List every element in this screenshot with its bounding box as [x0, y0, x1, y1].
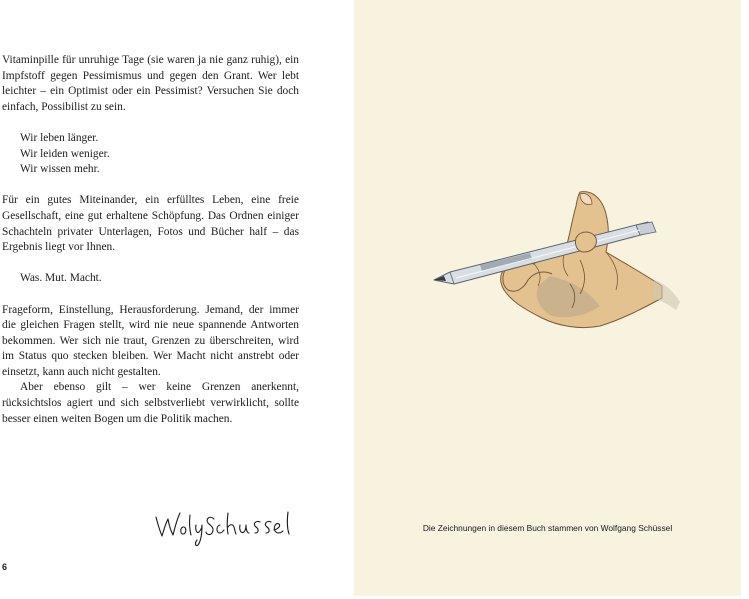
hand-pencil-drawing: [430, 180, 690, 350]
verse-line: Wir leben länger.: [20, 131, 99, 144]
caption: Die Zeichnungen in diesem Buch stammen von Wolfgang Schüssel: [422, 523, 673, 533]
motto: Was. Mut. Macht.: [20, 272, 102, 285]
verse-block: [2, 131, 299, 178]
page-number: 6: [2, 562, 8, 572]
verse-line: Wir wissen mehr.: [20, 163, 100, 176]
verse-line: Wir leiden weniger.: [20, 147, 110, 160]
paragraph-4: Aber ebenso gilt – wer keine Grenzen anerkennt, rücksichtslos agiert und sich selbstverliebt verwirklicht, sollte besser einen weiten Bogen um die Politik machen.: [2, 381, 299, 425]
left-page: [0, 0, 354, 599]
signature: [150, 503, 300, 548]
paragraph-3: Frageform, Einstellung, Herausforderung. Jemand, der immer die gleichen Fragen stellt, wird nie neue spannende Antworten bekommen. Wer sich nie traut, Grenzen zu überschreiten, wird im Status quo stecken bleiben. Wer Macht nicht anstrebt oder einsetzt, kann auch nicht gestalten.: [2, 303, 299, 378]
paragraph-1: Vitaminpille für unruhige Tage (sie waren ja nie ganz ruhig), ein Impfstoff gegen Pessimismus und gegen den Grant. Wer lebt leichter – ein Optimist oder ein Pessimist? Versuchen Sie doch einfach, Possibilist zu sein.: [2, 54, 299, 113]
body-text: [2, 53, 299, 427]
paragraph-2: Für ein gutes Miteinander, ein erfülltes Leben, eine freie Gesellschaft, eine gut erhaltene Schöpfung. Das Ordnen einiger Schachteln privater Unterlagen, Fotos und Bücher half – das Ergebnis liegt vor Ihnen.: [2, 194, 299, 254]
